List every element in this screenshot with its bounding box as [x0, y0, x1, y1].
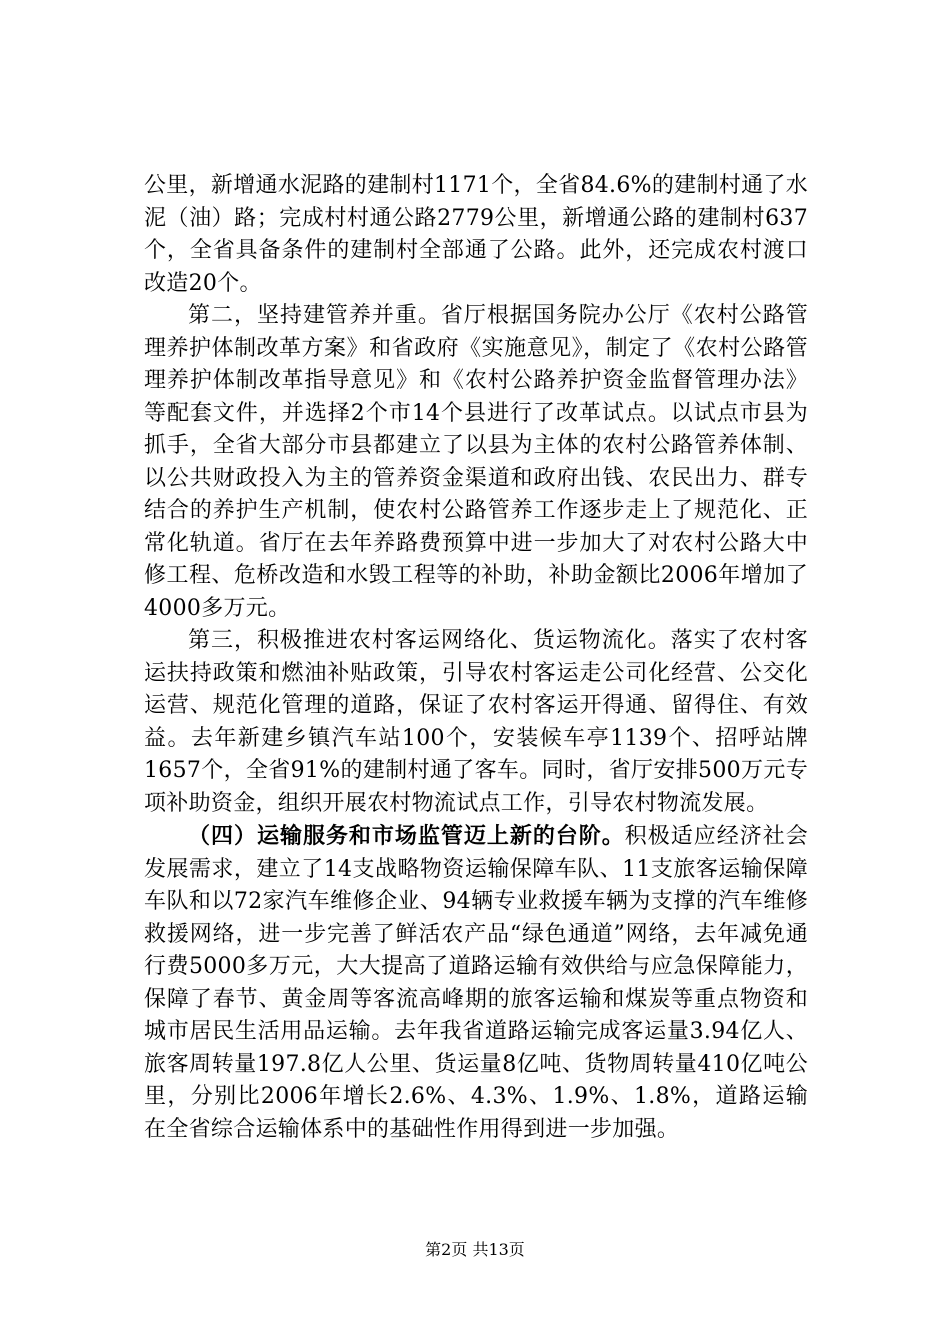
- paragraph-4: [144, 820, 808, 1146]
- paragraph-1: [144, 170, 808, 300]
- paragraph-3: [144, 625, 808, 820]
- document-body: [144, 170, 808, 1146]
- paragraph-2: [144, 300, 808, 625]
- paragraph-text: 公里，新增通水泥路的建制村1171个，全省84.6%的建制村通了水泥（油）路；完成村村通公路2779公里，新增通公路的建制村637个，全省具备条件的建制村全部通了公路。此外，还完成农村渡口改造20个。: [144, 173, 808, 296]
- paragraph-text: 第三，积极推进农村客运网络化、货运物流化。落实了农村客运扶持政策和燃油补贴政策，引导农村客运走公司化经营、公交化运营、规范化管理的道路，保证了农村客运开得通、留得住、有效益。去年新建乡镇汽车站100个，安装候车亭1139个、招呼站牌1657个，全省91%的建制村通了客车。同时，省厅安排500万元专项补助资金，组织开展农村物流试点工作，引导农村物流发展。: [144, 628, 808, 816]
- paragraph-text: 第二，坚持建管养并重。省厅根据国务院办公厅《农村公路管理养护体制改革方案》和省政府《实施意见》，制定了《农村公路管理养护体制改革指导意见》和《农村公路养护资金监督管理办法》等配套文件，并选择2个市14个县进行了改革试点。以试点市县为抓手，全省大部分市县都建立了以县为主体的农村公路管养体制、以公共财政投入为主的管养资金渠道和政府出钱、农民出力、群专结合的养护生产机制，使农村公路管养工作逐步走上了规范化、正常化轨道。省厅在去年养路费预算中进一步加大了对农村公路大中修工程、危桥改造和水毁工程等的补助，补助金额比2006年增加了4000多万元。: [144, 303, 808, 621]
- page-number: 第2页 共13页: [425, 1240, 525, 1259]
- section-heading: （四）运输服务和市场监管迈上新的台阶。: [188, 823, 625, 849]
- page-footer: [0, 1240, 950, 1260]
- paragraph-text: 积极适应经济社会发展需求，建立了14支战略物资运输保障车队、11支旅客运输保障车队和以72家汽车维修企业、94辆专业救援车辆为支撑的汽车维修救援网络，进一步完善了鲜活农产品“绿色通道”网络，去年减免通行费5000多万元，大大提高了道路运输有效供给与应急保障能力，保障了春节、黄金周等客流高峰期的旅客运输和煤炭等重点物资和城市居民生活用品运输。去年我省道路运输完成客运量3.94亿人、旅客周转量197.8亿人公里、货运量8亿吨、货物周转量410亿吨公里，分别比2006年增长2.6%、4.3%、1.9%、1.8%，道路运输在全省综合运输体系中的基础性作用得到进一步加强。: [144, 824, 808, 1142]
